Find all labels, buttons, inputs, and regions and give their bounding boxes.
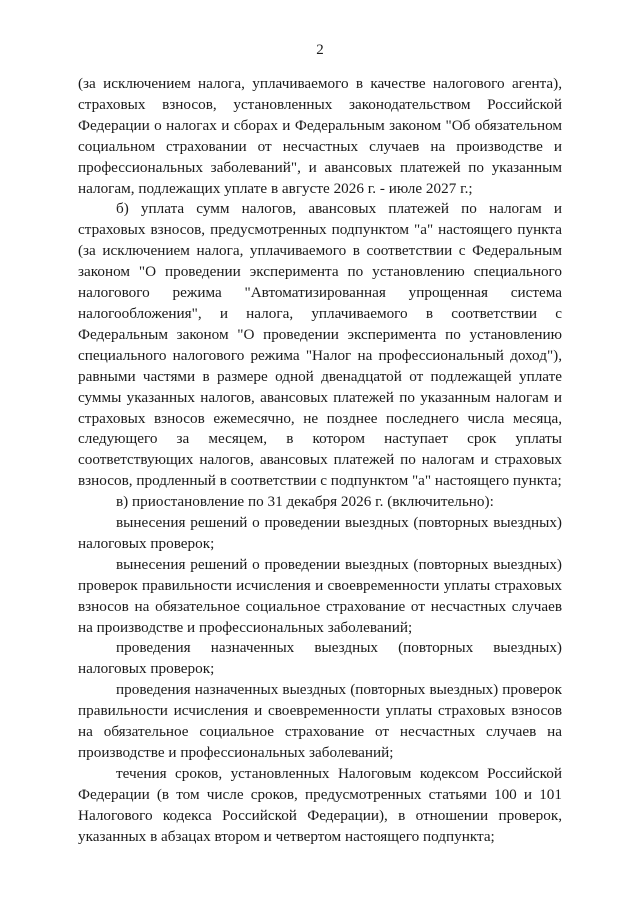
paragraph: б) уплата сумм налогов, авансовых платежей по налогам и страховых взносов, предусмотренных подпунктом "а" настоящего пункта (за исключением налога, уплачиваемого в соответствии с Федеральным законом "О проведении эксперимента по установлению специального налогового режима "Автоматизированная упрощенная система налогообложения", и налога, уплачиваемого в соответствии с Федеральным законом "О проведении эксперимента по установлению специального налогового режима "Налог на профессиональный доход"), равными частями в размере одной двенадцатой от подлежащей уплате суммы указанных налогов, авансовых платежей по указанным налогам и страховых взносов ежемесячно, не позднее последнего числа месяца, следующего за месяцем, в котором наступает срок уплаты соответствующих налогов, авансовых платежей по налогам и страховых взносов, продленный в соответствии с подпунктом "а" настоящего пункта;	[78, 200, 562, 490]
paragraph: течения сроков, установленных Налоговым кодексом Российской Федерации (в том числе сроков, предусмотренных статьями 100 и 101 Налогового кодекса Российской Федерации), в отношении проверок, указанных в абзацах втором и четвертом настоящего подпункта;	[78, 764, 562, 845]
page-number: 2	[316, 42, 324, 58]
document-body	[78, 74, 562, 848]
paragraph: вынесения решений о проведении выездных (повторных выездных) налоговых проверок;	[78, 514, 562, 552]
paragraph: проведения назначенных выездных (повторных выездных) налоговых проверок;	[78, 639, 562, 678]
paragraph: (за исключением налога, уплачиваемого в качестве налогового агента), страховых взносов, установленных законодательством Российской Федерации о налогах и сборах и Федеральным законом "Об обязательном социальном страховании от несчастных случаев на производстве и профессиональных заболеваний", и авансовых платежей по указанным налогам, подлежащих уплате в августе 2026 г. - июле 2027 г.;	[78, 75, 562, 197]
paragraph: проведения назначенных выездных (повторных выездных) проверок правильности исчисления и своевременности уплаты страховых взносов на обязательное социальное страхование от несчастных случаев на производстве и профессиональных заболеваний;	[78, 681, 562, 761]
paragraph: вынесения решений о проведении выездных (повторных выездных) проверок правильности исчисления и своевременности уплаты страховых взносов на обязательное социальное страхование от несчастных случаев на производстве и профессиональных заболеваний;	[78, 555, 562, 636]
paragraph: в) приостановление по 31 декабря 2026 г. (включительно):	[116, 493, 494, 511]
